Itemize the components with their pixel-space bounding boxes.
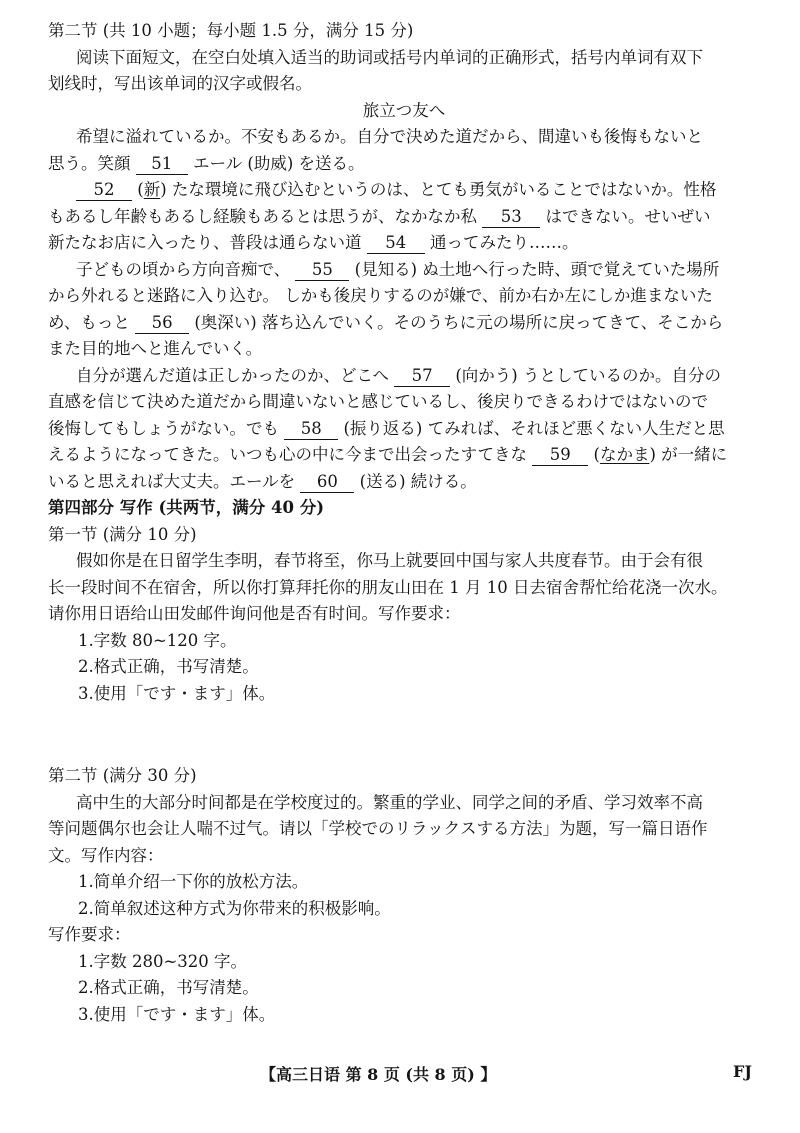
passage-line (48, 310, 760, 337)
footer-code: FJ (733, 1062, 752, 1081)
text: 通ってみたり……。 (424, 233, 579, 252)
text: 思う。笑顔 (48, 153, 136, 173)
blank-55: 55 (295, 260, 349, 281)
hint-58: (振り返る) (338, 418, 423, 438)
hint-59: (なかま) (588, 445, 656, 464)
passage-line (48, 469, 760, 496)
spacer (48, 707, 760, 763)
prompt-line: 长一段时间不在宿舍，所以你打算拜托你的朋友山田在 1 月 10 日去宿舍帮忙给花浇一次水。 (48, 577, 728, 597)
hint-57: (向かう) (450, 365, 518, 385)
section-heading: 第二节 (满分 30 分) (48, 766, 197, 785)
passage-line: 直感を信じて決めた道だから間違いないと感じているし、後戻りできるわけではないので (48, 392, 708, 411)
passage-line: から外れると迷路に入り込む。 しかも後戻りするのが嫌で、前か右か左にしか進まないた (48, 286, 713, 305)
instruction-text: 阅读下面短文，在空白处填入适当的助词或括号内单词的正确形式，括号内单词有双下 (76, 47, 703, 67)
exam-page (48, 18, 760, 1028)
text: たな環境に飛び込むというのは、とても勇気がいることではないか。性格 (166, 180, 717, 199)
blank-57: 57 (394, 366, 450, 387)
requirement-item: 2.格式正确，书写清楚。 (78, 978, 259, 997)
requirement-item: 2.格式正确，书写清楚。 (78, 657, 259, 676)
instruction-text: 划线时，写出该单词的汉字或假名。 (48, 74, 312, 93)
passage-line (48, 151, 760, 178)
requirement-item: 3.使用「です・ます」体。 (78, 1004, 276, 1024)
blank-53: 53 (482, 207, 540, 228)
passage-line (48, 257, 760, 284)
part-heading: 第四部分 写作 (共两节，满分 40 分) (48, 498, 325, 517)
blank-52: 52 (76, 180, 132, 201)
section-heading: 第二节 (共 10 小题；每小题 1.5 分，满分 15 分) (48, 21, 414, 40)
text: 続ける。 (405, 471, 477, 491)
blank-58: 58 (284, 419, 338, 440)
text: 自分が選んだ道は正しかったのか、どこへ (76, 365, 395, 385)
prompt-line: 假如你是在日留学生李明，春节将至，你马上就要回中国与家人共度春节。由于会有很 (76, 551, 703, 570)
passage-line (48, 363, 760, 390)
requirements-heading: 写作要求： (48, 925, 131, 944)
text: が一緒に (655, 445, 728, 464)
passage-line (48, 230, 760, 257)
text: えるようになってきた。いつも心の中に今まで出会ったすてきな (48, 445, 533, 464)
text: 子どもの頃から方向音痴で、 (76, 259, 296, 279)
prompt-line: 等问题偶尔也会让人喘不过气。请以「学校でのリラックスする方法」为题，写一篇日语作 (48, 819, 708, 838)
hint-60: (送る) (354, 471, 406, 491)
requirement-item: 3.使用「です・ます」体。 (78, 683, 276, 703)
passage-line (48, 416, 760, 443)
blank-59: 59 (532, 445, 588, 466)
text: 後悔してもしょうがない。でも (48, 418, 285, 438)
prompt-line: 高中生的大部分时间都是在学校度过的。繁重的学业、同学之间的矛盾、学习效率不高 (76, 792, 703, 812)
hint-52: (新) (132, 180, 167, 199)
passage-line (48, 442, 760, 469)
prompt-line: 文。写作内容： (48, 845, 164, 865)
passage-line: また目的地へと進んでいく。 (48, 339, 263, 358)
blank-60: 60 (300, 472, 354, 493)
blank-54: 54 (367, 233, 425, 254)
text: エール (助威) を送る。 (187, 153, 365, 173)
hint-56: (奥深い) (189, 312, 257, 332)
text: 落ち込んでいく。そのうちに元の場所に戻ってきて、そこから (256, 312, 724, 332)
content-item: 2.简单叙述这种方式为你带来的积极影响。 (78, 898, 391, 918)
prompt-line: 请你用日语给山田发邮件询问他是否有时间。写作要求： (48, 604, 461, 623)
content-item: 1.简单介绍一下你的放松方法。 (78, 872, 309, 891)
text: はできない。せいぜい (540, 206, 711, 226)
text: ぬ土地へ行った時、頭で覚えていた場所 (417, 259, 720, 279)
section-heading: 第一节 (满分 10 分) (48, 524, 197, 544)
hint-55: (見知る) (349, 259, 418, 279)
requirement-item: 1.字数 280~320 字。 (78, 951, 248, 971)
text: うとしているのか。自分の (517, 365, 721, 385)
text: 新たなお店に入ったり、普段は通らない道 (48, 233, 367, 252)
passage-line: 希望に溢れているか。不安もあるか。自分で決めた道だから、間違いも後悔もないと (76, 127, 703, 146)
footer-title: 【高三日语 第 8 页 (共 8 页) 】 (260, 1065, 497, 1084)
blank-56: 56 (135, 313, 189, 334)
requirement-item: 1.字数 80~120 字。 (78, 630, 237, 650)
text: てみれば、それほど悪くない人生だと思 (422, 418, 725, 438)
passage-title: 旅立つ友へ (362, 100, 446, 120)
text: もあるし年齢もあるし経験もあるとは思うが、なかなか私 (48, 206, 483, 226)
passage-line (48, 204, 760, 231)
text: め、もっと (48, 312, 136, 332)
passage-line (48, 177, 760, 204)
blank-51: 51 (136, 154, 188, 175)
text: いると思えれば大丈夫。エールを (48, 471, 301, 491)
